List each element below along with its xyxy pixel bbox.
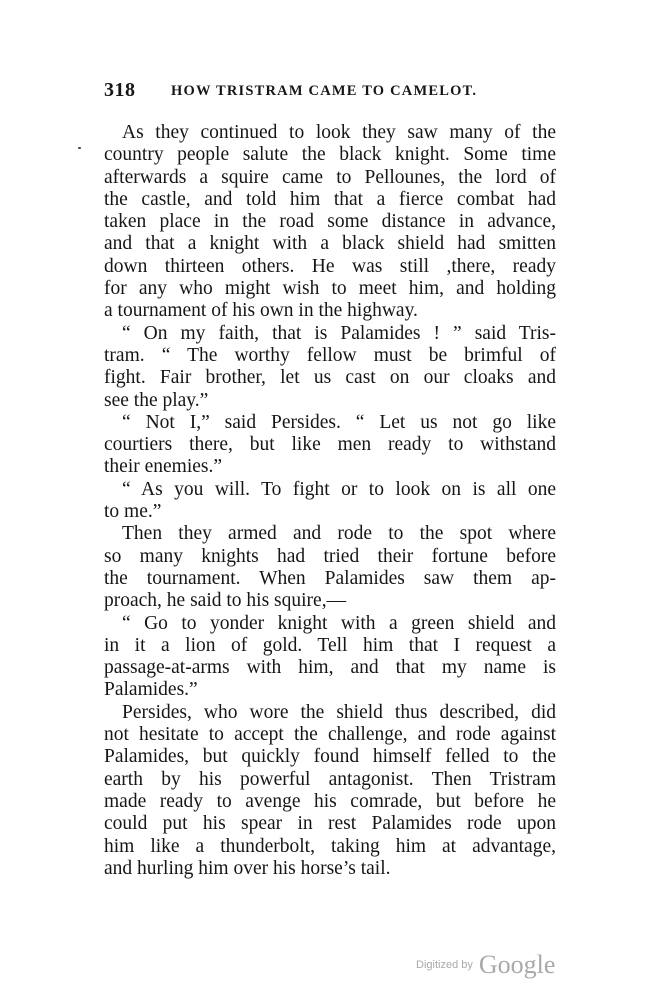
text-line: tram. “ The worthy fellow must be brimful of — [104, 344, 556, 366]
text-line: him like a thunderbolt, taking him at advantage, — [104, 835, 556, 857]
text-line: see the play.” — [104, 389, 209, 411]
text-line: passage-at-arms with him, and that my name is — [104, 657, 556, 679]
watermark-prefix: Digitized by — [416, 959, 473, 971]
text-line: courtiers there, but like men ready to withstand — [104, 434, 556, 456]
text-line: a tournament of his own in the highway. — [104, 300, 418, 322]
watermark-brand: Google — [478, 950, 556, 979]
text-line: proach, he said to his squire,— — [104, 590, 347, 612]
text-line: afterwards a squire came to Pellounes, the lord of — [104, 166, 556, 188]
text-line: made ready to avenge his comrade, but before he — [104, 790, 556, 812]
text-line: “ As you will. To fight or to look on is all one — [122, 478, 556, 500]
text-line: earth by his powerful antagonist. Then Tristram — [104, 768, 556, 790]
print-speck — [78, 147, 81, 149]
text-line: and hurling him over his horse’s tail. — [104, 857, 391, 879]
text-line: Palamides.” — [104, 679, 198, 701]
text-line: so many knights had tried their fortune before — [104, 545, 556, 567]
text-line: to me.” — [104, 501, 162, 523]
text-line: “ Go to yonder knight with a green shield and — [122, 612, 556, 634]
text-line: the tournament. When Palamides saw them ap- — [104, 567, 556, 589]
text-line: fight. Fair brother, let us cast on our cloaks and — [104, 367, 556, 389]
text-line: country people salute the black knight. Some time — [104, 144, 556, 166]
page-header — [104, 79, 564, 103]
text-line: for any who might wish to meet him, and holding — [104, 278, 556, 300]
page-number: 318 — [104, 79, 136, 101]
text-line: down thirteen others. He was still ,there, ready — [104, 255, 556, 277]
body-text — [104, 122, 556, 880]
running-title: HOW TRISTRAM CAME TO CAMELOT. — [171, 83, 478, 99]
text-line: “ On my faith, that is Palamides ! ” said Tris- — [122, 322, 556, 344]
text-line: in it a lion of gold. Tell him that I request a — [104, 634, 556, 656]
text-line: the castle, and told him that a fierce combat had — [104, 188, 556, 210]
digitized-watermark — [416, 950, 555, 980]
text-line: As they continued to look they saw many of the — [122, 122, 556, 143]
text-line: “ Not I,” said Persides. “ Let us not go like — [122, 411, 556, 433]
text-line: not hesitate to accept the challenge, and rode against — [104, 724, 556, 746]
text-line: taken place in the road some distance in advance, — [104, 211, 556, 233]
text-line: their enemies.” — [104, 456, 223, 478]
text-line: Persides, who wore the shield thus described, did — [122, 701, 556, 723]
text-line: and that a knight with a black shield had smitten — [104, 233, 556, 255]
text-line: Palamides, but quickly found himself felled to the — [104, 746, 556, 768]
text-line: could put his spear in rest Palamides rode upon — [104, 813, 556, 835]
text-line: Then they armed and rode to the spot where — [122, 523, 556, 545]
